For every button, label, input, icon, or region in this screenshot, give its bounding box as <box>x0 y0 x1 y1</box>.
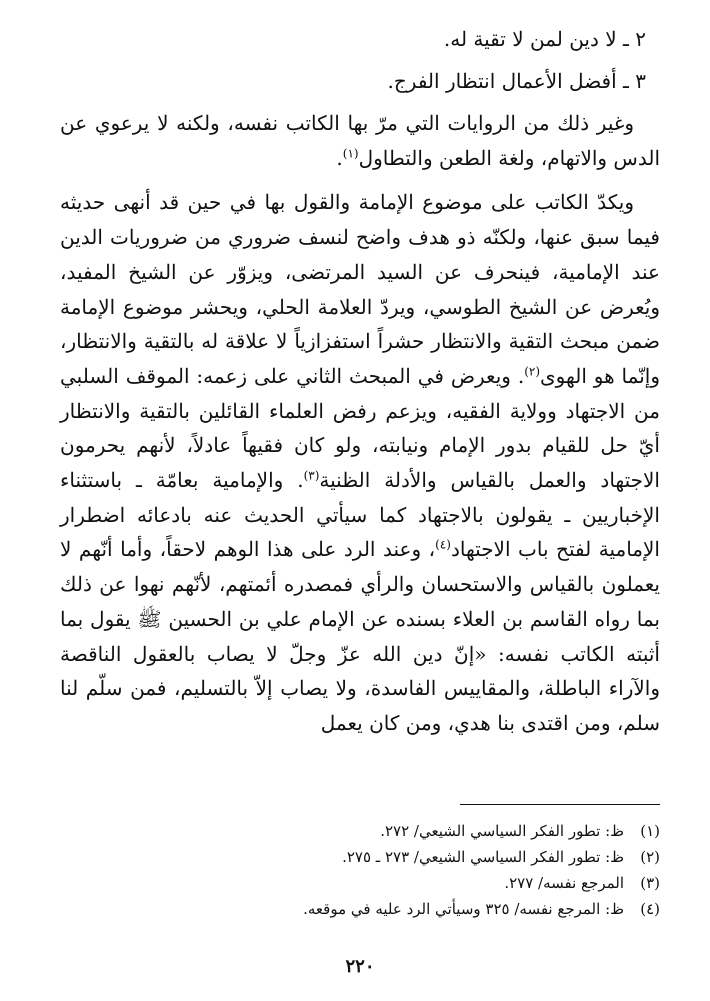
paragraph-2-tail-3: ، وعند الرد على هذا الوهم لاحقاً، وأما أنّهم لا يعملون بالقياس والاستحسان والرأي فمصدره أئمتهم، لأنّهم نهوا عن ذلك بما رواه القاسم بن العلاء بسنده عن الإمام علي بن الحسين ﷺ يقول بما أثبته الكاتب نفسه: «إنّ دين الله عزّ وجلّ لا يصاب بالعقول الناقصة والآراء الباطلة، والمقاييس الفاسدة، ولا يصاب إلاّ بالتسليم، فمن سلّم لنا سلم، ومن اقتدى بنا هدي، ومن كان يعمل <box>60 537 661 735</box>
footnotes <box>60 818 660 922</box>
footnote-item <box>60 870 660 896</box>
book-page <box>60 22 660 982</box>
footnote-text: ظ: تطور الفكر السياسي الشيعي/ ٢٧٢. <box>380 822 624 840</box>
footnote-text: ظ: تطور الفكر السياسي الشيعي/ ٢٧٣ ـ ٢٧٥. <box>342 848 624 866</box>
footnote-divider <box>460 804 660 805</box>
numbered-item-2: ٢ ـ لا دين لمن لا تقية له. <box>443 27 646 51</box>
footnote-item <box>60 818 660 844</box>
footnote-ref-4: (٤) <box>435 537 451 552</box>
page-number: ٢٢٠ <box>345 956 375 977</box>
footnote-ref-2: (٢) <box>524 364 541 379</box>
footnote-ref-1: (١) <box>342 146 359 161</box>
footnote-text: ظ: المرجع نفسه/ ٣٢٥ وسيأتي الرد عليه في موقعه. <box>303 900 624 918</box>
footnote-number: (٤) <box>640 900 660 918</box>
paragraph-1-tail: . <box>336 145 343 170</box>
footnote-number: (١) <box>640 822 660 840</box>
footnote-item <box>60 844 660 870</box>
paragraph-1-text: وغير ذلك من الروايات التي مرّ بها الكاتب نفسه، ولكنه لا يرعوي عن الدس والاتهام، ولغة الطعن والتطاول <box>60 111 660 170</box>
footnote-item <box>60 896 660 922</box>
numbered-item-3: ٣ ـ أفضل الأعمال انتظار الفرج. <box>387 69 646 93</box>
footnote-number: (٢) <box>640 848 660 866</box>
paragraph-2-tail: . ويعرض في المبحث الثاني على زعمه: الموقف السلبي من الاجتهاد وولاية الفقيه، ويزعم رفض العلماء القائلين بالتقية والانتظار أيّ حل للقيام بدور الإمام ونيابته، ولو كان فقيهاً عادلاً، لأنهم يحرمون الاجتهاد والعمل بالقياس والأدلة الظنية <box>60 363 660 493</box>
paragraph-1 <box>60 106 660 175</box>
footnote-ref-3: (٣) <box>303 468 320 483</box>
paragraph-2-text: ويكدّ الكاتب على موضوع الإمامة والقول بها في حين قد أنهى حديثه فيما سبق عنها، ولكنّه ذو هدف واضح لنسف ضروري من ضروريات الدين عند الإمامية، فينحرف عن السيد المرتضى، ويزوّر عن الشيخ المفيد، ويُعرض عن الشيخ الطوسي، ويردّ العلامة الحلي، ويحشر موضوع الإمامة ضمن مبحث التقية والانتظار حشراً استفزازياً لا علاقة له بالتقية والانتظار، وإنّما هو الهوى <box>60 190 660 388</box>
paragraph-2 <box>60 185 660 740</box>
footnote-number: (٣) <box>640 874 660 892</box>
paragraph-2-tail-2: . والإمامية بعامّة ـ باستثناء الإخباريين ـ يقولون بالاجتهاد كما سيأتي الحديث عنه بادعائه اضطرار الإمامية لفتح باب الاجتهاد <box>60 468 660 562</box>
footnote-text: المرجع نفسه/ ٢٧٧. <box>504 874 624 892</box>
